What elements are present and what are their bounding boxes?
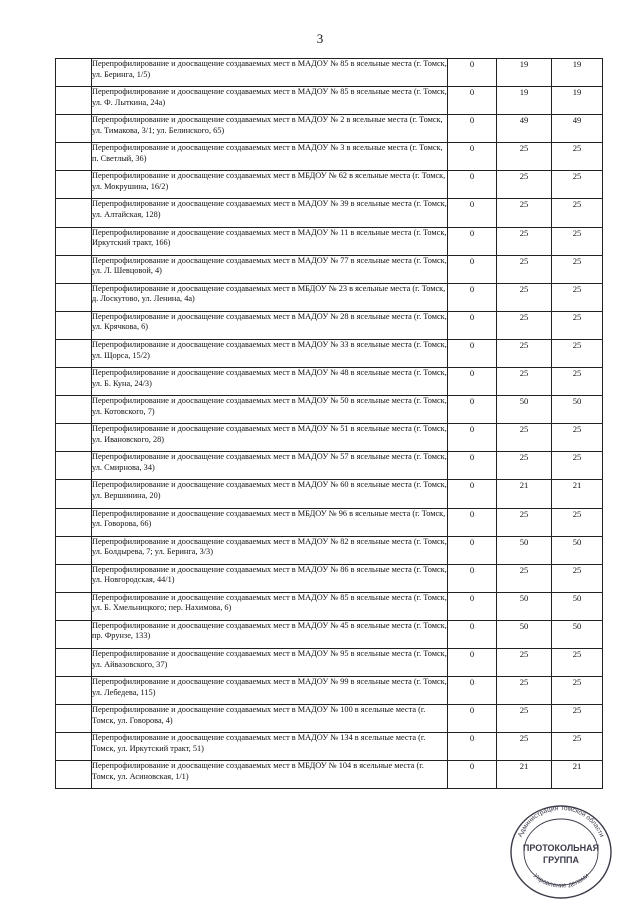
row-number-cell	[56, 311, 92, 339]
row-name-cell: Перепрофилирование и доосващение создаваемых мест в МАДОУ № 77 в ясельные места (г. Томск, ул. Л. Шевцовой, 4)	[92, 255, 448, 283]
row-name-cell: Перепрофилирование и доосващение создаваемых мест в МБДОУ № 23 в ясельные места (г. Томск, д. Лоскутово, ул. Ленина, 4а)	[92, 283, 448, 311]
row-number-cell	[56, 592, 92, 620]
row-value-cell-3: 25	[552, 199, 603, 227]
row-value-cell-1: 0	[448, 227, 497, 255]
row-value-cell-1: 0	[448, 733, 497, 761]
row-name-cell: Перепрофилирование и доосващение создаваемых мест в МАДОУ № 60 в ясельные места (г. Томск, ул. Вершинина, 20)	[92, 480, 448, 508]
row-number-cell	[56, 508, 92, 536]
protocol-stamp	[503, 800, 619, 900]
row-value-cell-1: 0	[448, 536, 497, 564]
stamp-center-line1: ПРОТОКОЛЬНАЯ	[522, 843, 600, 853]
table-row	[56, 59, 603, 87]
row-value-cell-1: 0	[448, 283, 497, 311]
row-value-cell-1: 0	[448, 452, 497, 480]
table-row	[56, 115, 603, 143]
row-number-cell	[56, 339, 92, 367]
table-row	[56, 143, 603, 171]
row-number-cell	[56, 733, 92, 761]
table-row	[56, 564, 603, 592]
row-name-cell: Перепрофилирование и доосващение создаваемых мест в МАДОУ № 99 в ясельные места (г. Томск, ул. Лебедева, 115)	[92, 677, 448, 705]
table-row	[56, 199, 603, 227]
row-value-cell-3: 25	[552, 283, 603, 311]
row-value-cell-3: 25	[552, 677, 603, 705]
row-value-cell-1: 0	[448, 564, 497, 592]
table-body	[56, 59, 603, 789]
row-value-cell-1: 0	[448, 59, 497, 87]
row-value-cell-1: 0	[448, 480, 497, 508]
row-value-cell-1: 0	[448, 199, 497, 227]
row-value-cell-3: 25	[552, 255, 603, 283]
row-value-cell-3: 21	[552, 480, 603, 508]
row-value-cell-3: 25	[552, 705, 603, 733]
row-name-cell: Перепрофилирование и доосващение создаваемых мест в МБДОУ № 104 в ясельные места (г. Томск, ул. Асиновская, 1/1)	[92, 761, 448, 789]
table-row	[56, 255, 603, 283]
stamp-center-line2: ГРУППА	[542, 855, 580, 865]
table-row	[56, 536, 603, 564]
row-name-cell: Перепрофилирование и доосващение создаваемых мест в МАДОУ № 85 в ясельные места (г. Томск, ул. Б. Хмельницкого; пер. Нахимова, 6)	[92, 592, 448, 620]
row-value-cell-3: 25	[552, 452, 603, 480]
row-name-cell: Перепрофилирование и доосващение создаваемых мест в МАДОУ № 57 в ясельные места (г. Томск, ул. Смирнова, 34)	[92, 452, 448, 480]
row-name-cell: Перепрофилирование и доосващение создаваемых мест в МАДОУ № 2 в ясельные места (г. Томск, ул. Тимакова, 3/1; ул. Белинского, 65)	[92, 115, 448, 143]
row-number-cell	[56, 424, 92, 452]
table-row	[56, 424, 603, 452]
row-number-cell	[56, 480, 92, 508]
row-number-cell	[56, 59, 92, 87]
table-row	[56, 648, 603, 676]
stamp-ring-top-path: Администрация Томской области	[516, 804, 606, 839]
row-name-cell: Перепрофилирование и доосващение создаваемых мест в МАДОУ № 100 в ясельные места (г. Томск, ул. Говорова, 4)	[92, 705, 448, 733]
row-number-cell	[56, 536, 92, 564]
stamp-graphic	[503, 800, 619, 900]
table-row	[56, 368, 603, 396]
row-number-cell	[56, 648, 92, 676]
table-row	[56, 283, 603, 311]
table-row	[56, 452, 603, 480]
row-name-cell: Перепрофилирование и доосващение создаваемых мест в МАДОУ № 11 в ясельные места (г. Томск, Иркутский тракт, 166)	[92, 227, 448, 255]
stamp-ring-bottom-path: Управление делами	[531, 872, 591, 890]
row-number-cell	[56, 761, 92, 789]
row-value-cell-2: 25	[497, 648, 552, 676]
row-name-cell: Перепрофилирование и доосващение создаваемых мест в МАДОУ № 134 в ясельные места (г. Томск, ул. Иркутский тракт, 51)	[92, 733, 448, 761]
row-number-cell	[56, 564, 92, 592]
row-value-cell-2: 25	[497, 255, 552, 283]
table-row	[56, 733, 603, 761]
row-value-cell-3: 25	[552, 733, 603, 761]
table-row	[56, 171, 603, 199]
row-number-cell	[56, 115, 92, 143]
row-value-cell-3: 49	[552, 115, 603, 143]
page-number: 3	[316, 31, 324, 46]
row-value-cell-1: 0	[448, 508, 497, 536]
table-row	[56, 396, 603, 424]
row-value-cell-3: 25	[552, 564, 603, 592]
row-value-cell-3: 25	[552, 424, 603, 452]
row-value-cell-2: 25	[497, 227, 552, 255]
row-value-cell-3: 50	[552, 620, 603, 648]
row-value-cell-3: 25	[552, 171, 603, 199]
row-value-cell-2: 50	[497, 396, 552, 424]
row-value-cell-1: 0	[448, 620, 497, 648]
row-name-cell: Перепрофилирование и доосващение создаваемых мест в МАДОУ № 51 в ясельные места (г. Томск, ул. Ивановского, 28)	[92, 424, 448, 452]
row-value-cell-1: 0	[448, 339, 497, 367]
row-value-cell-3: 50	[552, 592, 603, 620]
table-row	[56, 311, 603, 339]
table-row	[56, 227, 603, 255]
row-number-cell	[56, 705, 92, 733]
row-name-cell: Перепрофилирование и доосващение создаваемых мест в МБДОУ № 96 в ясельные места (г. Томск, ул. Говорова, 66)	[92, 508, 448, 536]
row-name-cell: Перепрофилирование и доосващение создаваемых мест в МАДОУ № 95 в ясельные места (г. Томск, ул. Айвазовского, 37)	[92, 648, 448, 676]
row-value-cell-2: 25	[497, 283, 552, 311]
table-row	[56, 87, 603, 115]
row-value-cell-3: 21	[552, 761, 603, 789]
row-value-cell-2: 25	[497, 564, 552, 592]
row-name-cell: Перепрофилирование и доосващение создаваемых мест в МАДОУ № 50 в ясельные места (г. Томск, ул. Котовского, 7)	[92, 396, 448, 424]
row-value-cell-1: 0	[448, 592, 497, 620]
row-value-cell-3: 25	[552, 339, 603, 367]
row-value-cell-2: 50	[497, 620, 552, 648]
row-number-cell	[56, 283, 92, 311]
row-value-cell-1: 0	[448, 648, 497, 676]
row-value-cell-2: 25	[497, 424, 552, 452]
row-value-cell-1: 0	[448, 761, 497, 789]
row-value-cell-1: 0	[448, 705, 497, 733]
table-row	[56, 677, 603, 705]
row-value-cell-2: 25	[497, 508, 552, 536]
row-value-cell-3: 25	[552, 227, 603, 255]
row-value-cell-2: 19	[497, 87, 552, 115]
row-value-cell-2: 25	[497, 452, 552, 480]
row-value-cell-2: 50	[497, 536, 552, 564]
data-table	[55, 58, 603, 789]
row-value-cell-2: 25	[497, 677, 552, 705]
row-number-cell	[56, 368, 92, 396]
row-name-cell: Перепрофилирование и доосващение создаваемых мест в МАДОУ № 86 в ясельные места (г. Томск, ул. Новгородская, 44/1)	[92, 564, 448, 592]
row-value-cell-2: 25	[497, 143, 552, 171]
table-row	[56, 761, 603, 789]
row-value-cell-2: 25	[497, 733, 552, 761]
row-value-cell-2: 25	[497, 171, 552, 199]
row-value-cell-2: 25	[497, 339, 552, 367]
table-row	[56, 339, 603, 367]
row-value-cell-1: 0	[448, 311, 497, 339]
row-name-cell: Перепрофилирование и доосващение создаваемых мест в МАДОУ № 39 в ясельные места (г. Томск, ул. Алтайская, 128)	[92, 199, 448, 227]
row-value-cell-2: 19	[497, 59, 552, 87]
row-value-cell-3: 25	[552, 648, 603, 676]
row-number-cell	[56, 396, 92, 424]
row-value-cell-2: 25	[497, 368, 552, 396]
row-number-cell	[56, 620, 92, 648]
row-name-cell: Перепрофилирование и доосващение создаваемых мест в МАДОУ № 45 в ясельные места (г. Томск, пр. Фрунзе, 133)	[92, 620, 448, 648]
row-name-cell: Перепрофилирование и доосващение создаваемых мест в МАДОУ № 48 в ясельные места (г. Томск, ул. Б. Куна, 24/3)	[92, 368, 448, 396]
row-value-cell-2: 21	[497, 480, 552, 508]
row-name-cell: Перепрофилирование и доосващение создаваемых мест в МАДОУ № 33 в ясельные места (г. Томск, ул. Щорса, 15/2)	[92, 339, 448, 367]
row-value-cell-1: 0	[448, 143, 497, 171]
row-value-cell-2: 50	[497, 592, 552, 620]
table-row	[56, 508, 603, 536]
row-number-cell	[56, 199, 92, 227]
row-name-cell: Перепрофилирование и доосващение создаваемых мест в МАДОУ № 85 в ясельные места (г. Томск, ул. Ф. Лыткина, 24а)	[92, 87, 448, 115]
row-value-cell-3: 25	[552, 508, 603, 536]
table-row	[56, 480, 603, 508]
row-value-cell-1: 0	[448, 677, 497, 705]
row-value-cell-1: 0	[448, 396, 497, 424]
row-name-cell: Перепрофилирование и доосващение создаваемых мест в МБДОУ № 62 в ясельные места (г. Томск, ул. Мокрушина, 16/2)	[92, 171, 448, 199]
row-number-cell	[56, 677, 92, 705]
row-value-cell-3: 19	[552, 87, 603, 115]
row-number-cell	[56, 227, 92, 255]
row-value-cell-1: 0	[448, 368, 497, 396]
row-value-cell-2: 25	[497, 705, 552, 733]
row-number-cell	[56, 452, 92, 480]
stamp-ring-bottom-text	[532, 872, 591, 889]
row-value-cell-2: 25	[497, 199, 552, 227]
row-value-cell-1: 0	[448, 87, 497, 115]
row-value-cell-1: 0	[448, 424, 497, 452]
row-value-cell-3: 25	[552, 368, 603, 396]
row-value-cell-3: 25	[552, 311, 603, 339]
row-value-cell-2: 21	[497, 761, 552, 789]
row-value-cell-3: 50	[552, 536, 603, 564]
row-value-cell-1: 0	[448, 171, 497, 199]
row-value-cell-3: 50	[552, 396, 603, 424]
row-value-cell-1: 0	[448, 255, 497, 283]
row-name-cell: Перепрофилирование и доосващение создаваемых мест в МАДОУ № 82 в ясельные места (г. Томск, ул. Болдырева, 7; ул. Беринга, 3/3)	[92, 536, 448, 564]
table-row	[56, 620, 603, 648]
row-name-cell: Перепрофилирование и доосващение создаваемых мест в МАДОУ № 28 в ясельные места (г. Томск, ул. Крячкова, 6)	[92, 311, 448, 339]
row-number-cell	[56, 143, 92, 171]
row-value-cell-1: 0	[448, 115, 497, 143]
table-row	[56, 592, 603, 620]
row-number-cell	[56, 255, 92, 283]
row-value-cell-2: 49	[497, 115, 552, 143]
row-name-cell: Перепрофилирование и доосващение создаваемых мест в МАДОУ № 3 в ясельные места (г. Томск, п. Светлый, 36)	[92, 143, 448, 171]
row-value-cell-2: 25	[497, 311, 552, 339]
row-name-cell: Перепрофилирование и доосващение создаваемых мест в МАДОУ № 85 в ясельные места (г. Томск, ул. Беринга, 1/5)	[92, 59, 448, 87]
row-number-cell	[56, 171, 92, 199]
row-number-cell	[56, 87, 92, 115]
table-row	[56, 705, 603, 733]
row-value-cell-3: 19	[552, 59, 603, 87]
row-value-cell-3: 25	[552, 143, 603, 171]
